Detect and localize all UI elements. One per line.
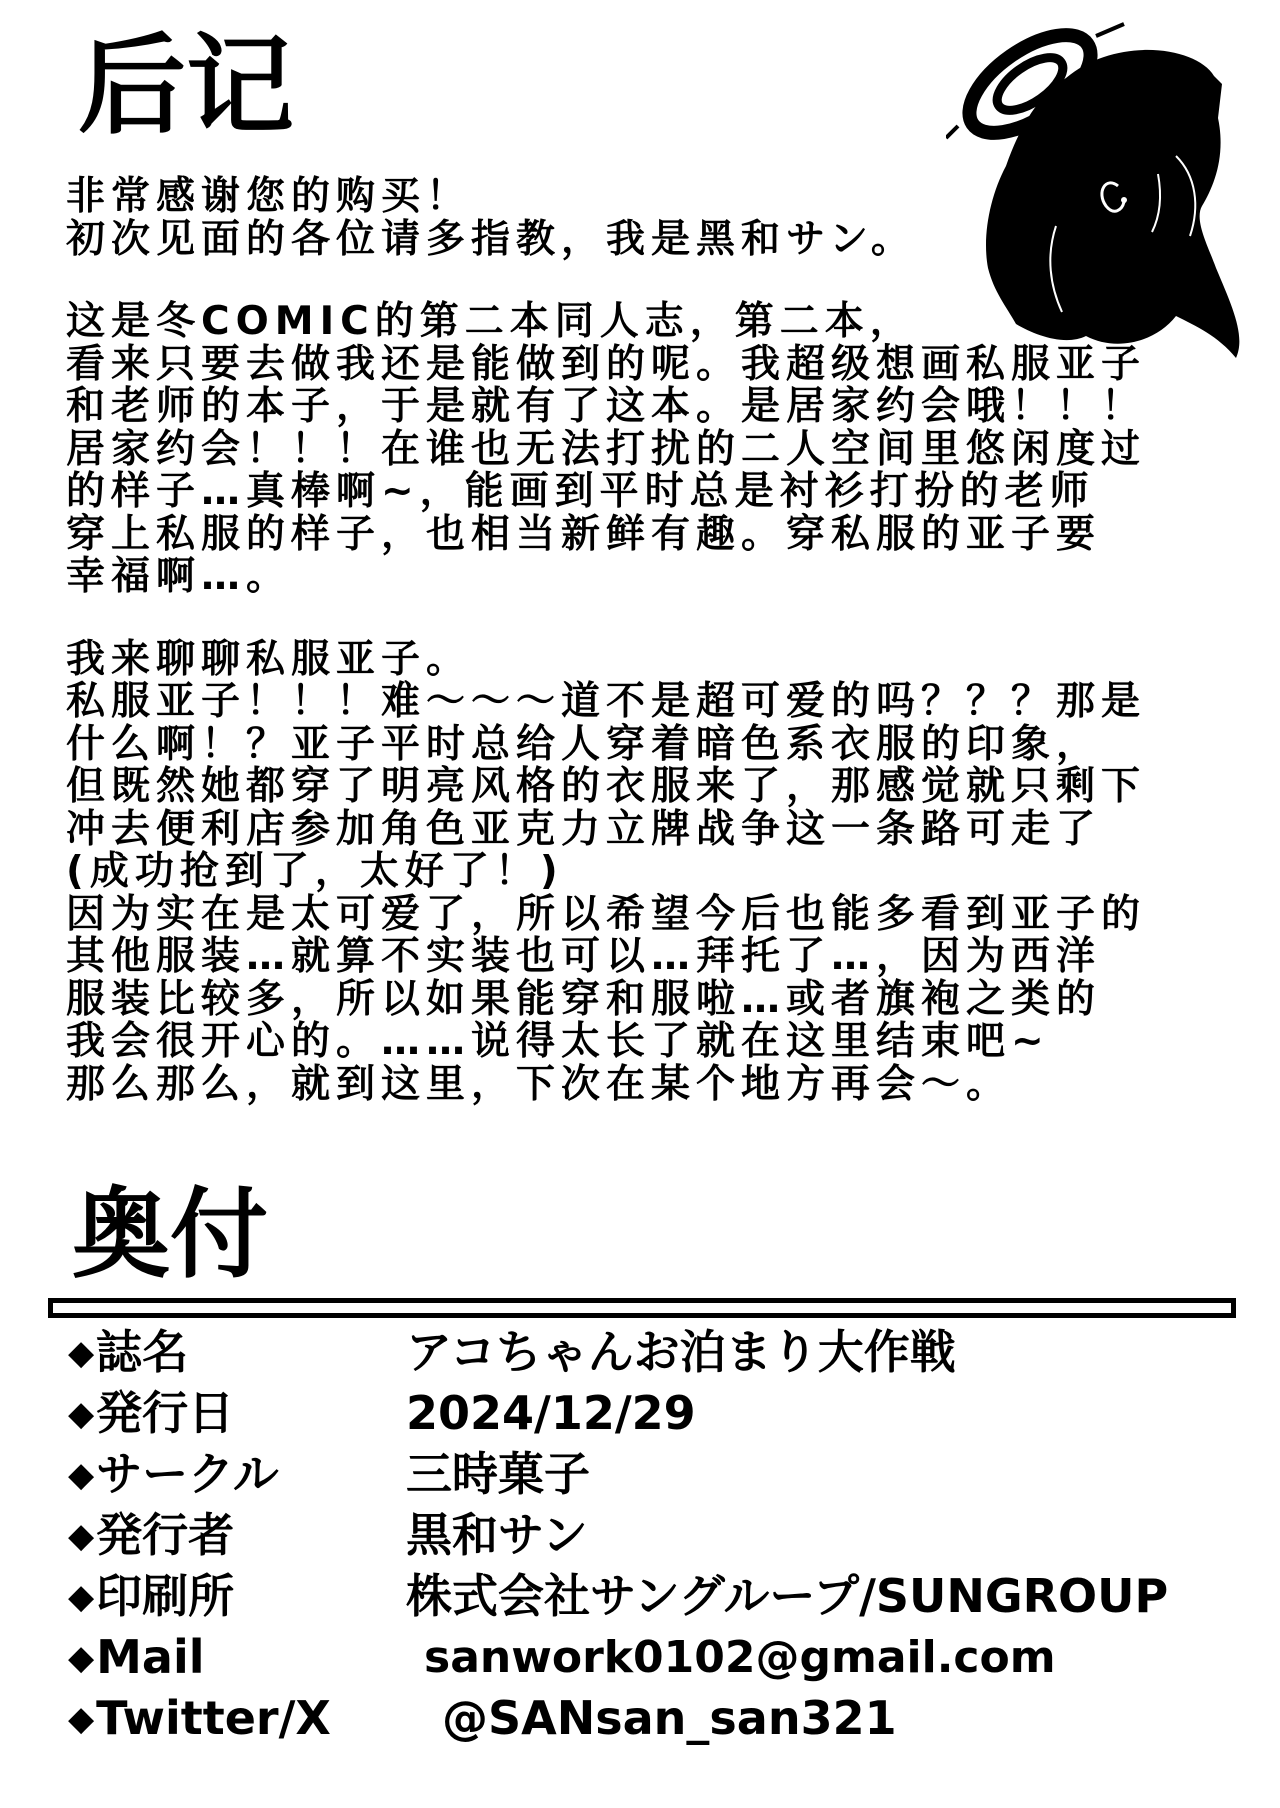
- black-diamond-icon: ◆: [68, 1455, 95, 1495]
- paragraph: [66, 301, 1186, 599]
- postscript-body: [66, 176, 1186, 1146]
- colophon-title: 奥付: [72, 1178, 269, 1292]
- black-diamond-icon: ◆: [68, 1577, 95, 1617]
- row-label: サークル: [96, 1447, 279, 1501]
- text-line: 什么啊！？亚子平时总给人穿着暗色系衣服的印象，: [66, 721, 1102, 767]
- text-line: 穿上私服的样子，也相当新鲜有趣。穿私服的亚子要: [66, 511, 1102, 557]
- text-line: 其他服装…就算不实装也可以…拜托了…，因为西洋: [66, 934, 1102, 979]
- text-line: 因为实在是太可爱了，所以希望今后也能多看到亚子的: [66, 891, 1147, 937]
- row-value: 三時菓子: [406, 1447, 590, 1501]
- divider: [48, 1298, 1236, 1318]
- paragraph: [66, 636, 1186, 1107]
- black-diamond-icon: ◆: [68, 1516, 95, 1556]
- row-label: 印刷所: [96, 1569, 235, 1623]
- row-label: 発行日: [96, 1386, 235, 1440]
- colophon-row-publisher: [68, 1505, 1248, 1566]
- row-label: Mail: [96, 1630, 205, 1684]
- paragraph: [66, 176, 1186, 261]
- black-diamond-icon: ◆: [68, 1638, 95, 1678]
- email-link[interactable]: sanwork0102@gmail.com: [424, 1632, 1056, 1683]
- row-value: アコちゃんお泊まり大作戦: [406, 1325, 956, 1379]
- text-line: 非常感谢您的购买！: [66, 174, 472, 219]
- text-line: 初次见面的各位请多指教，我是黑和サン。: [66, 216, 916, 262]
- black-diamond-icon: ◆: [68, 1699, 95, 1739]
- row-value: 2024/12/29: [406, 1386, 696, 1440]
- text-line: 看来只要去做我还是能做到的呢。我超级想画私服亚子: [66, 341, 1147, 387]
- text-line: 这是冬COMIC的第二本同人志，第二本，: [66, 299, 915, 344]
- postscript-title: 后记: [78, 24, 295, 149]
- text-line: 我来聊聊私服亚子。: [66, 636, 472, 682]
- row-value: 株式会社サングループ/SUNGROUP: [406, 1569, 1169, 1623]
- text-line: 的样子…真棒啊~，能画到平时总是衬衫打扮的老师: [66, 469, 1095, 514]
- text-line: (成功抢到了，太好了！): [66, 849, 564, 894]
- text-line: 幸福啊…。: [66, 554, 292, 599]
- colophon-row-printer: [68, 1566, 1248, 1627]
- colophon-row-mail: [68, 1627, 1248, 1688]
- text-line: 居家约会！！！在谁也无法打扰的二人空间里悠闲度过: [66, 426, 1147, 472]
- text-line: 冲去便利店参加角色亚克力立牌战争这一条路可走了: [66, 806, 1102, 852]
- row-label: 誌名: [96, 1325, 189, 1379]
- text-line: 和老师的本子，于是就有了这本。是居家约会哦！！！: [66, 384, 1147, 429]
- row-value: 黒和サン: [406, 1508, 588, 1562]
- black-diamond-icon: ◆: [68, 1394, 95, 1434]
- text-line: 私服亚子！！！难～～～道不是超可爱的吗？？？那是: [66, 679, 1147, 724]
- colophon-list: [68, 1322, 1248, 1749]
- row-label: Twitter/X: [96, 1691, 331, 1745]
- text-line: 服装比较多，所以如果能穿和服啦…或者旗袍之类的: [66, 976, 1102, 1022]
- twitter-handle-link[interactable]: @SANsan_san321: [442, 1691, 897, 1745]
- colophon-row-twitter: [68, 1688, 1248, 1749]
- colophon-row-title: [68, 1322, 1248, 1383]
- text-line: 那么那么，就到这里，下次在某个地方再会～。: [66, 1061, 1012, 1107]
- text-line: 我会很开心的。……说得太长了就在这里结束吧~: [66, 1019, 1050, 1064]
- colophon-row-date: [68, 1383, 1248, 1444]
- black-diamond-icon: ◆: [68, 1333, 95, 1373]
- row-label: 発行者: [96, 1508, 235, 1562]
- text-line: 但既然她都穿了明亮风格的衣服来了，那感觉就只剩下: [66, 764, 1147, 809]
- colophon-row-circle: [68, 1444, 1248, 1505]
